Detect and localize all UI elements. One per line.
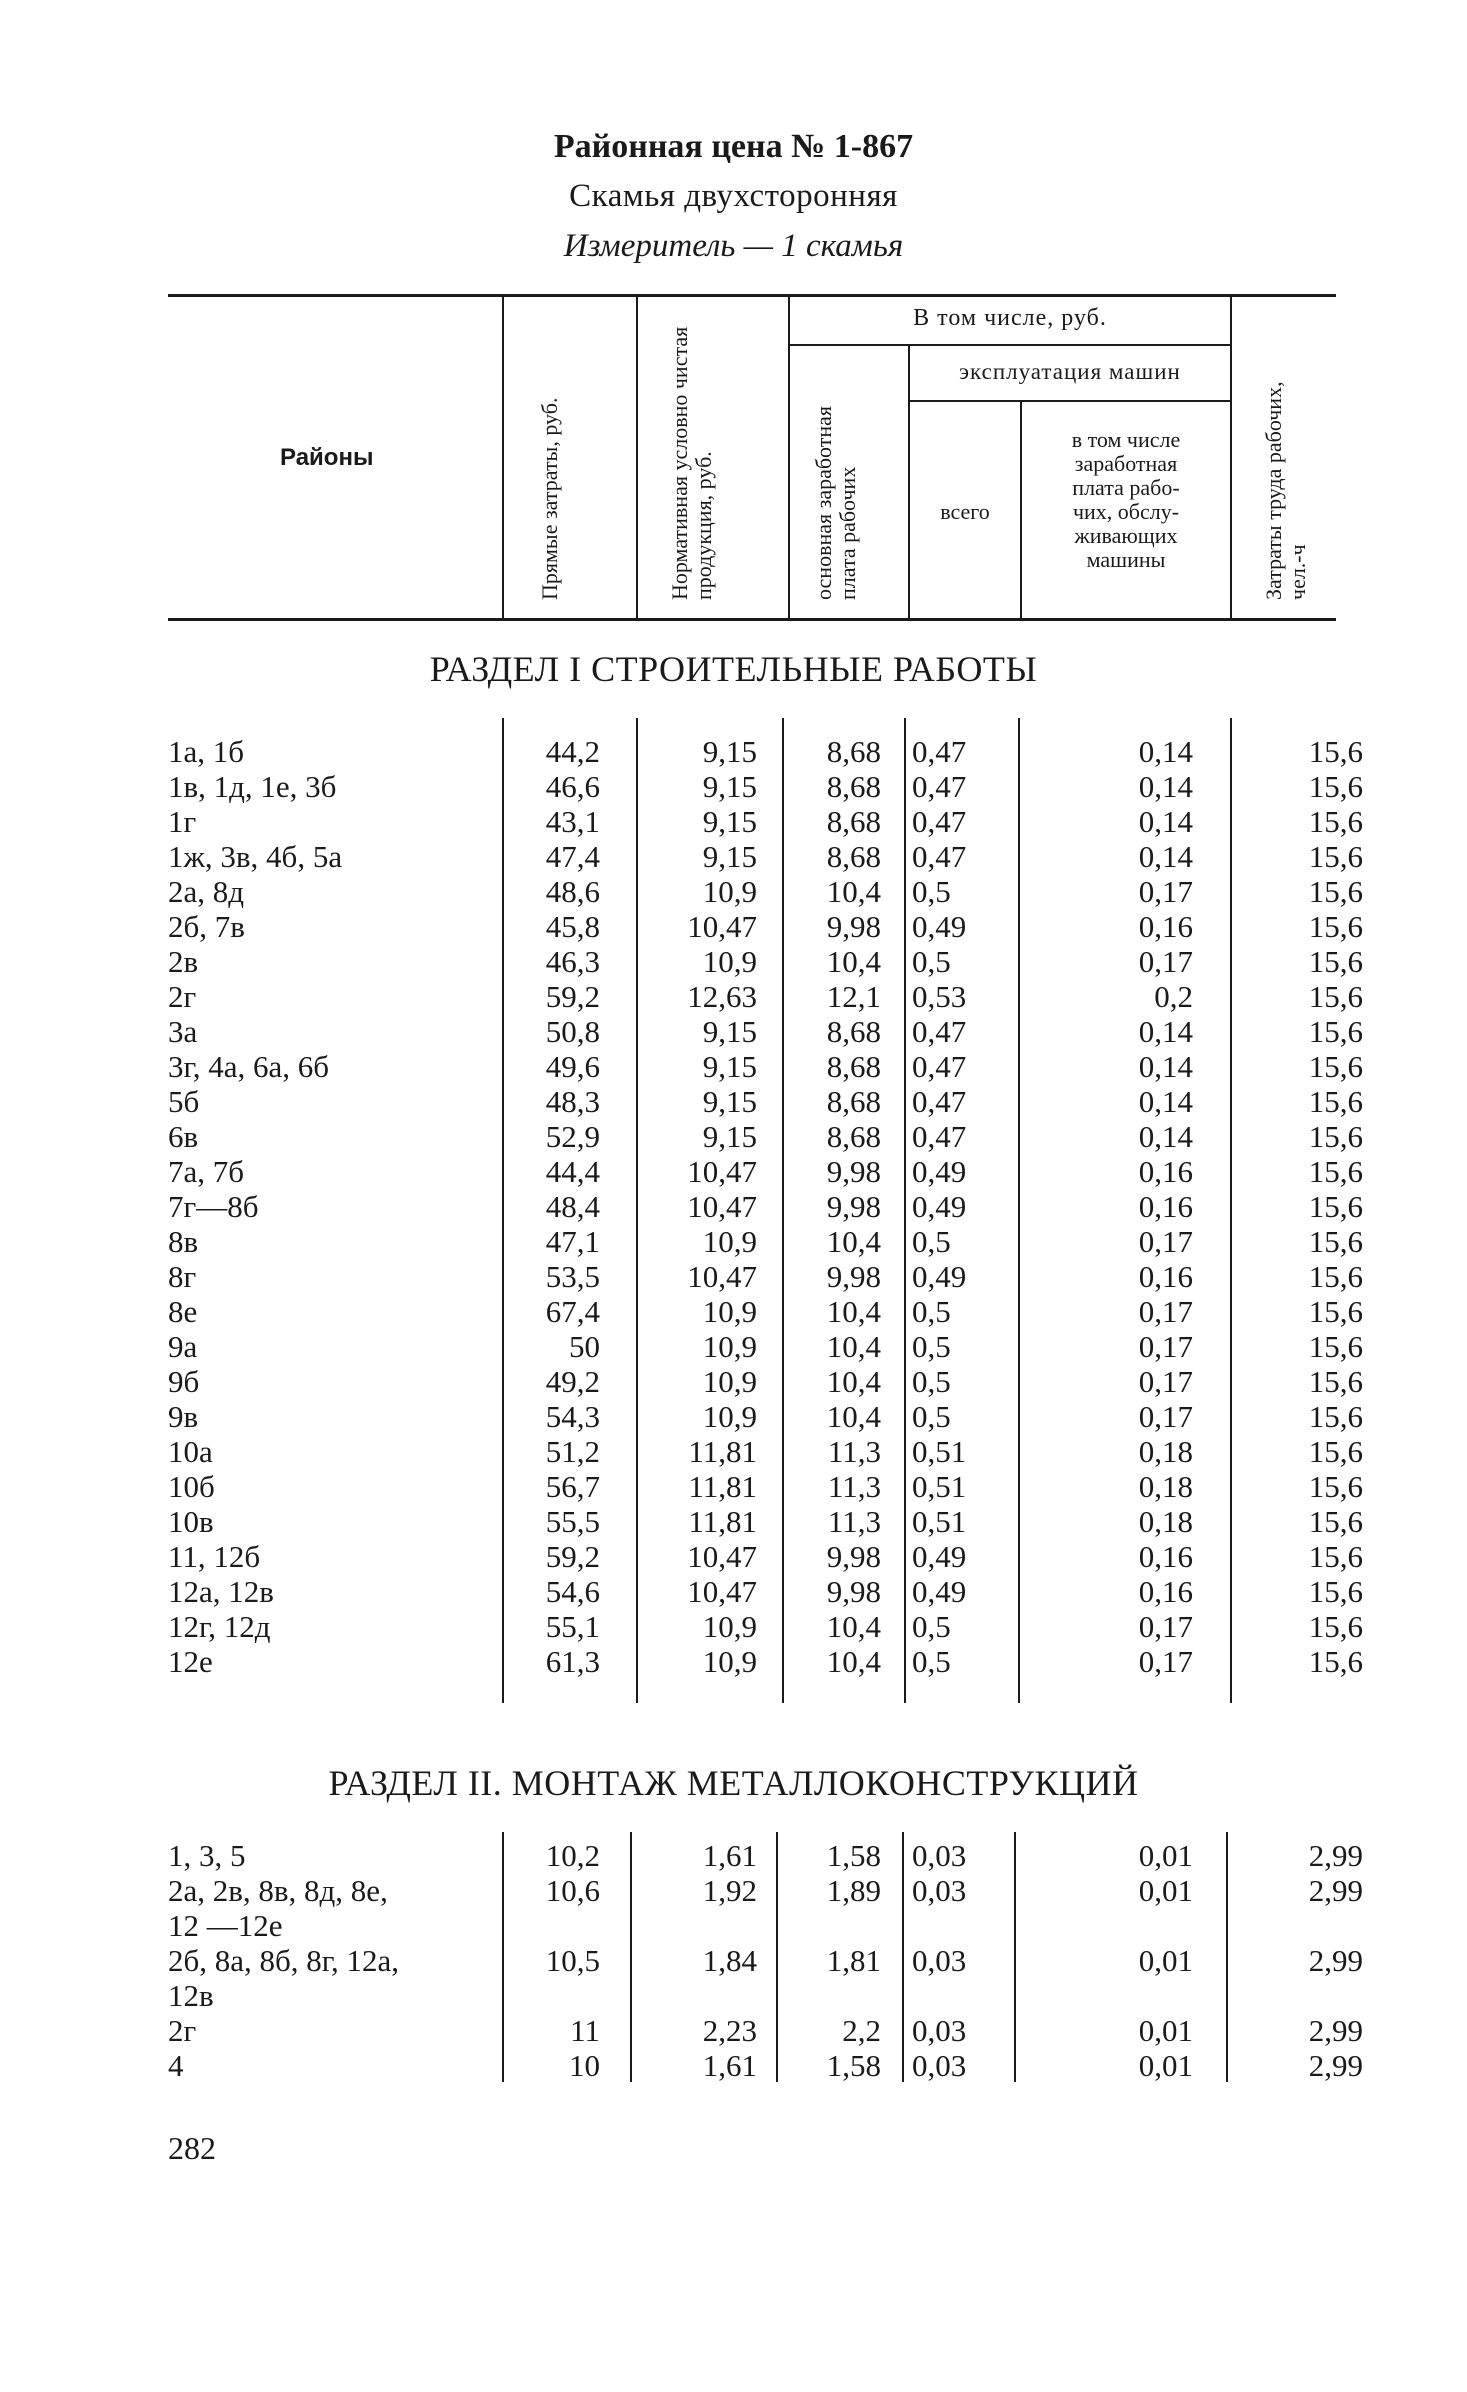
item-subtitle: Скамья двухсторонняя xyxy=(569,178,898,214)
cell-direct: 52,9 xyxy=(545,1119,600,1154)
cell-region: 9в xyxy=(168,1399,199,1434)
cell-labor: 15,6 xyxy=(1308,1224,1363,1259)
cell-wage: 10,4 xyxy=(826,1609,881,1644)
cell-total: 0,47 xyxy=(912,1049,967,1084)
cell-total: 0,53 xyxy=(912,979,967,1014)
cell-direct: 59,2 xyxy=(545,1539,600,1574)
cell-machine-wage: 0,01 xyxy=(1138,1873,1193,1908)
cell-machine-wage: 0,14 xyxy=(1138,839,1193,874)
cell-direct: 48,4 xyxy=(545,1189,600,1224)
cell-wage: 9,98 xyxy=(826,909,881,944)
cell-normative: 10,9 xyxy=(702,874,757,909)
cell-wage: 1,58 xyxy=(826,1838,881,1873)
cell-direct: 45,8 xyxy=(545,909,600,944)
cell-direct: 55,5 xyxy=(545,1504,600,1539)
cell-region: 2б, 8а, 8б, 8г, 12а, xyxy=(168,1943,400,1978)
cell-total: 0,49 xyxy=(912,1574,967,1609)
header-including-wage xyxy=(1022,428,1230,572)
cell-normative: 1,92 xyxy=(702,1873,757,1908)
cell-normative: 9,15 xyxy=(702,1119,757,1154)
cell-direct: 10 xyxy=(569,2048,600,2083)
cell-direct: 50 xyxy=(569,1329,600,1364)
cell-direct: 54,6 xyxy=(545,1574,600,1609)
header-normative-output: Нормативная условно чистая продукция, руб. xyxy=(667,326,716,600)
cell-normative: 10,47 xyxy=(687,909,757,944)
cell-wage: 2,2 xyxy=(842,2013,881,2048)
cell-total: 0,5 xyxy=(912,1609,951,1644)
cell-total: 0,47 xyxy=(912,769,967,804)
cell-labor: 15,6 xyxy=(1308,1014,1363,1049)
header-col-sep-3 xyxy=(788,297,790,618)
cell-region: 1, 3, 5 xyxy=(168,1838,246,1873)
cell-machine-wage: 0,16 xyxy=(1138,1154,1193,1189)
cell-region: 2г xyxy=(168,979,197,1014)
s2-col-sep-4 xyxy=(902,1832,904,2082)
cell-normative: 10,47 xyxy=(687,1574,757,1609)
cell-direct: 47,1 xyxy=(545,1224,600,1259)
cell-wage: 8,68 xyxy=(826,769,881,804)
cell-total: 0,49 xyxy=(912,1259,967,1294)
cell-direct: 59,2 xyxy=(545,979,600,1014)
cell-normative: 10,9 xyxy=(702,1224,757,1259)
cell-direct: 49,2 xyxy=(545,1364,600,1399)
s1-col-sep-2 xyxy=(636,718,638,1703)
cell-labor: 15,6 xyxy=(1308,1049,1363,1084)
cell-labor: 15,6 xyxy=(1308,1539,1363,1574)
cell-normative: 2,23 xyxy=(702,2013,757,2048)
cell-region: 12г, 12д xyxy=(168,1609,271,1644)
cell-machine-wage: 0,14 xyxy=(1138,1014,1193,1049)
cell-labor: 15,6 xyxy=(1308,804,1363,839)
cell-wage: 10,4 xyxy=(826,1644,881,1679)
cell-region: 3а xyxy=(168,1014,198,1049)
s2-col-sep-3 xyxy=(776,1832,778,2082)
page-number: 282 xyxy=(168,2130,216,2166)
cell-direct: 67,4 xyxy=(545,1294,600,1329)
cell-wage: 10,4 xyxy=(826,1364,881,1399)
cell-total: 0,51 xyxy=(912,1434,967,1469)
cell-wage: 8,68 xyxy=(826,839,881,874)
including-wage-line-4: чих, обслу- xyxy=(1072,499,1180,524)
cell-machine-wage: 0,16 xyxy=(1138,1189,1193,1224)
cell-total: 0,49 xyxy=(912,1154,967,1189)
cell-machine-wage: 0,17 xyxy=(1138,1224,1193,1259)
cell-normative: 10,47 xyxy=(687,1539,757,1574)
cell-labor: 15,6 xyxy=(1308,1259,1363,1294)
cell-normative: 10,47 xyxy=(687,1259,757,1294)
header-col-sep-4 xyxy=(908,346,910,618)
cell-wage: 10,4 xyxy=(826,1399,881,1434)
cell-labor: 15,6 xyxy=(1308,769,1363,804)
cell-normative: 10,47 xyxy=(687,1189,757,1224)
cell-region: 2г xyxy=(168,2013,197,2048)
cell-wage: 10,4 xyxy=(826,874,881,909)
cell-direct: 10,2 xyxy=(545,1838,600,1873)
cell-labor: 15,6 xyxy=(1308,944,1363,979)
cell-normative: 10,47 xyxy=(687,1154,757,1189)
cell-labor: 15,6 xyxy=(1308,909,1363,944)
cell-normative: 10,9 xyxy=(702,1364,757,1399)
cell-region: 9б xyxy=(168,1364,200,1399)
header-including-rub: В том числе, руб. xyxy=(913,305,1107,331)
cell-wage: 9,98 xyxy=(826,1189,881,1224)
cell-labor: 15,6 xyxy=(1308,1119,1363,1154)
cell-region: 8е xyxy=(168,1294,198,1329)
cell-direct: 56,7 xyxy=(545,1469,600,1504)
cell-direct: 11 xyxy=(570,2013,600,2048)
section-1-title: РАЗДЕЛ I СТРОИТЕЛЬНЫЕ РАБОТЫ xyxy=(429,649,1038,689)
cell-total: 0,5 xyxy=(912,1364,951,1399)
cell-direct: 44,4 xyxy=(545,1154,600,1189)
cell-normative: 9,15 xyxy=(702,804,757,839)
cell-machine-wage: 0,14 xyxy=(1138,734,1193,769)
cell-region: 7а, 7б xyxy=(168,1154,245,1189)
cell-labor: 15,6 xyxy=(1308,1364,1363,1399)
cell-wage: 8,68 xyxy=(826,1119,881,1154)
cell-direct: 51,2 xyxy=(545,1434,600,1469)
cell-machine-wage: 0,01 xyxy=(1138,1838,1193,1873)
cell-total: 0,5 xyxy=(912,1224,951,1259)
cell-normative: 11,81 xyxy=(688,1504,757,1539)
cell-normative: 1,61 xyxy=(702,1838,757,1873)
cell-machine-wage: 0,14 xyxy=(1138,1049,1193,1084)
cell-total: 0,03 xyxy=(912,1873,967,1908)
cell-machine-wage: 0,01 xyxy=(1138,2048,1193,2083)
cell-region: 2в xyxy=(168,944,199,979)
cell-machine-wage: 0,01 xyxy=(1138,2013,1193,2048)
cell-normative: 1,61 xyxy=(702,2048,757,2083)
cell-region-continued: 12в xyxy=(168,1978,214,2013)
cell-region: 12е xyxy=(168,1644,213,1679)
cell-machine-wage: 0,18 xyxy=(1138,1469,1193,1504)
cell-machine-wage: 0,16 xyxy=(1138,909,1193,944)
cell-wage: 12,1 xyxy=(826,979,881,1014)
cell-wage: 9,98 xyxy=(826,1259,881,1294)
cell-region: 8г xyxy=(168,1259,197,1294)
cell-wage: 10,4 xyxy=(826,1294,881,1329)
cell-normative: 9,15 xyxy=(702,1049,757,1084)
cell-wage: 8,68 xyxy=(826,1049,881,1084)
cell-region: 10в xyxy=(168,1504,214,1539)
cell-machine-wage: 0,14 xyxy=(1138,1119,1193,1154)
cell-total: 0,5 xyxy=(912,1294,951,1329)
cell-direct: 44,2 xyxy=(545,734,600,769)
cell-machine-wage: 0,2 xyxy=(1154,979,1193,1014)
cell-labor: 2,99 xyxy=(1308,2048,1363,2083)
cell-region: 11, 12б xyxy=(168,1539,261,1574)
cell-total: 0,5 xyxy=(912,1644,951,1679)
cell-total: 0,49 xyxy=(912,909,967,944)
cell-machine-wage: 0,17 xyxy=(1138,1644,1193,1679)
cell-labor: 15,6 xyxy=(1308,1329,1363,1364)
cell-region: 1в, 1д, 1е, 3б xyxy=(168,769,337,804)
cell-region: 10а xyxy=(168,1434,213,1469)
cell-direct: 53,5 xyxy=(545,1259,600,1294)
cell-machine-wage: 0,17 xyxy=(1138,1399,1193,1434)
s2-col-sep-2 xyxy=(630,1832,632,2082)
cell-total: 0,03 xyxy=(912,1838,967,1873)
s2-col-sep-1 xyxy=(502,1832,504,2082)
cell-wage: 1,81 xyxy=(826,1943,881,1978)
cell-total: 0,47 xyxy=(912,1119,967,1154)
header-basic-wage: основная заработная плата рабочих xyxy=(811,405,860,600)
cell-labor: 2,99 xyxy=(1308,1873,1363,1908)
cell-machine-wage: 0,17 xyxy=(1138,1294,1193,1329)
s1-col-sep-4 xyxy=(904,718,906,1703)
cell-region: 10б xyxy=(168,1469,215,1504)
cell-region: 1ж, 3в, 4б, 5а xyxy=(168,839,343,874)
cell-total: 0,51 xyxy=(912,1469,967,1504)
cell-machine-wage: 0,14 xyxy=(1138,769,1193,804)
cell-region: 2б, 7в xyxy=(168,909,245,944)
header-col-sep-6 xyxy=(1230,297,1232,618)
cell-wage: 10,4 xyxy=(826,944,881,979)
cell-labor: 15,6 xyxy=(1308,979,1363,1014)
header-machine-operation: эксплуатация машин xyxy=(959,359,1181,384)
cell-total: 0,5 xyxy=(912,944,951,979)
cell-wage: 1,89 xyxy=(826,1873,881,1908)
cell-total: 0,47 xyxy=(912,1084,967,1119)
cell-wage: 1,58 xyxy=(826,2048,881,2083)
cell-machine-wage: 0,17 xyxy=(1138,1329,1193,1364)
cell-normative: 9,15 xyxy=(702,734,757,769)
cell-machine-wage: 0,18 xyxy=(1138,1504,1193,1539)
cell-total: 0,03 xyxy=(912,2013,967,2048)
cell-region: 6в xyxy=(168,1119,199,1154)
cell-region: 2а, 2в, 8в, 8д, 8е, xyxy=(168,1873,388,1908)
cell-region: 1г xyxy=(168,804,197,839)
cell-region: 1а, 1б xyxy=(168,734,245,769)
cell-total: 0,03 xyxy=(912,2048,967,2083)
cell-normative: 9,15 xyxy=(702,769,757,804)
cell-labor: 15,6 xyxy=(1308,874,1363,909)
measure-unit: Измеритель — 1 скамья xyxy=(563,228,904,264)
cell-region: 4 xyxy=(168,2048,184,2083)
cell-machine-wage: 0,01 xyxy=(1138,1943,1193,1978)
cell-total: 0,51 xyxy=(912,1504,967,1539)
cell-total: 0,49 xyxy=(912,1189,967,1224)
cell-total: 0,47 xyxy=(912,804,967,839)
cell-wage: 8,68 xyxy=(826,804,881,839)
cell-direct: 43,1 xyxy=(545,804,600,839)
cell-wage: 9,98 xyxy=(826,1154,881,1189)
cell-direct: 46,3 xyxy=(545,944,600,979)
header-total: всего xyxy=(940,499,990,524)
cell-machine-wage: 0,14 xyxy=(1138,1084,1193,1119)
s1-col-sep-5 xyxy=(1018,718,1020,1703)
cell-wage: 9,98 xyxy=(826,1539,881,1574)
cell-normative: 12,63 xyxy=(687,979,757,1014)
cell-normative: 1,84 xyxy=(702,1943,757,1978)
cell-wage: 8,68 xyxy=(826,734,881,769)
cell-normative: 9,15 xyxy=(702,1014,757,1049)
s2-col-sep-5 xyxy=(1014,1832,1016,2082)
cell-direct: 10,5 xyxy=(545,1943,600,1978)
header-col-sep-2 xyxy=(636,297,638,618)
cell-machine-wage: 0,17 xyxy=(1138,1364,1193,1399)
including-wage-line-6: машины xyxy=(1086,547,1166,572)
cell-machine-wage: 0,16 xyxy=(1138,1539,1193,1574)
cell-direct: 46,6 xyxy=(545,769,600,804)
header-bottom-rule xyxy=(168,618,1336,621)
cell-labor: 15,6 xyxy=(1308,1609,1363,1644)
cell-normative: 10,9 xyxy=(702,1329,757,1364)
cell-normative: 9,15 xyxy=(702,839,757,874)
cell-total: 0,03 xyxy=(912,1943,967,1978)
cell-total: 0,49 xyxy=(912,1539,967,1574)
cell-direct: 48,6 xyxy=(545,874,600,909)
cell-labor: 15,6 xyxy=(1308,1084,1363,1119)
cell-machine-wage: 0,16 xyxy=(1138,1574,1193,1609)
cell-wage: 8,68 xyxy=(826,1084,881,1119)
header-labor-costs: Затраты труда рабочих, чел.-ч xyxy=(1261,381,1310,600)
cell-labor: 15,6 xyxy=(1308,1644,1363,1679)
cell-wage: 11,3 xyxy=(827,1469,881,1504)
cell-machine-wage: 0,17 xyxy=(1138,1609,1193,1644)
cell-wage: 9,98 xyxy=(826,1574,881,1609)
cell-labor: 15,6 xyxy=(1308,1434,1363,1469)
cell-direct: 61,3 xyxy=(545,1644,600,1679)
cell-region: 3г, 4а, 6а, 6б xyxy=(168,1049,330,1084)
including-wage-line-3: плата рабо- xyxy=(1072,475,1180,500)
cell-direct: 54,3 xyxy=(545,1399,600,1434)
cell-total: 0,5 xyxy=(912,874,951,909)
cell-region: 7г—8б xyxy=(168,1189,259,1224)
cell-labor: 15,6 xyxy=(1308,734,1363,769)
cell-labor: 15,6 xyxy=(1308,1399,1363,1434)
cell-normative: 11,81 xyxy=(688,1434,757,1469)
cell-region-continued: 12 —12е xyxy=(168,1908,283,1943)
cell-labor: 2,99 xyxy=(1308,1943,1363,1978)
cell-direct: 47,4 xyxy=(545,839,600,874)
cell-normative: 10,9 xyxy=(702,944,757,979)
cell-labor: 15,6 xyxy=(1308,1294,1363,1329)
cell-wage: 8,68 xyxy=(826,1014,881,1049)
cell-labor: 15,6 xyxy=(1308,1504,1363,1539)
including-wage-line-2: заработная xyxy=(1074,451,1178,476)
cell-normative: 9,15 xyxy=(702,1084,757,1119)
cell-wage: 11,3 xyxy=(827,1504,881,1539)
header-col-sep-1 xyxy=(502,297,504,618)
s1-col-sep-1 xyxy=(502,718,504,1703)
cell-labor: 15,6 xyxy=(1308,1154,1363,1189)
cell-total: 0,47 xyxy=(912,839,967,874)
cell-wage: 10,4 xyxy=(826,1224,881,1259)
cell-normative: 11,81 xyxy=(688,1469,757,1504)
cell-labor: 15,6 xyxy=(1308,1574,1363,1609)
cell-labor: 2,99 xyxy=(1308,2013,1363,2048)
cell-region: 2а, 8д xyxy=(168,874,245,909)
cell-total: 0,47 xyxy=(912,734,967,769)
s1-col-sep-6 xyxy=(1230,718,1232,1703)
cell-direct: 10,6 xyxy=(545,1873,600,1908)
cell-normative: 10,9 xyxy=(702,1399,757,1434)
cell-total: 0,5 xyxy=(912,1399,951,1434)
table-top-rule xyxy=(168,294,1336,297)
cell-labor: 15,6 xyxy=(1308,1189,1363,1224)
header-direct-costs: Прямые затраты, руб. xyxy=(537,397,562,600)
cell-normative: 10,9 xyxy=(702,1294,757,1329)
cell-labor: 2,99 xyxy=(1308,1838,1363,1873)
cell-labor: 15,6 xyxy=(1308,1469,1363,1504)
section-2-title: РАЗДЕЛ II. МОНТАЖ МЕТАЛЛОКОНСТРУКЦИЙ xyxy=(328,1763,1139,1803)
header-regions: Районы xyxy=(280,444,374,471)
including-wage-line-1: в том числе xyxy=(1071,427,1181,452)
cell-region: 5б xyxy=(168,1084,200,1119)
cell-machine-wage: 0,14 xyxy=(1138,804,1193,839)
cell-direct: 49,6 xyxy=(545,1049,600,1084)
cell-direct: 50,8 xyxy=(545,1014,600,1049)
cell-machine-wage: 0,18 xyxy=(1138,1434,1193,1469)
cell-machine-wage: 0,17 xyxy=(1138,874,1193,909)
cell-region: 9а xyxy=(168,1329,198,1364)
s1-col-sep-3 xyxy=(782,718,784,1703)
cell-normative: 10,9 xyxy=(702,1644,757,1679)
cell-direct: 55,1 xyxy=(545,1609,600,1644)
cell-region: 12а, 12в xyxy=(168,1574,274,1609)
cell-total: 0,47 xyxy=(912,1014,967,1049)
machines-sub-rule xyxy=(910,400,1230,402)
cell-total: 0,5 xyxy=(912,1329,951,1364)
cell-region: 8в xyxy=(168,1224,199,1259)
cell-wage: 11,3 xyxy=(827,1434,881,1469)
cell-machine-wage: 0,16 xyxy=(1138,1259,1193,1294)
cell-normative: 10,9 xyxy=(702,1609,757,1644)
s2-col-sep-6 xyxy=(1226,1832,1228,2082)
cell-direct: 48,3 xyxy=(545,1084,600,1119)
cell-machine-wage: 0,17 xyxy=(1138,944,1193,979)
including-wage-line-5: живающих xyxy=(1074,523,1178,548)
cell-labor: 15,6 xyxy=(1308,839,1363,874)
including-sub-rule xyxy=(790,344,1230,346)
cell-wage: 10,4 xyxy=(826,1329,881,1364)
price-title: Районная цена № 1-867 xyxy=(553,128,914,165)
